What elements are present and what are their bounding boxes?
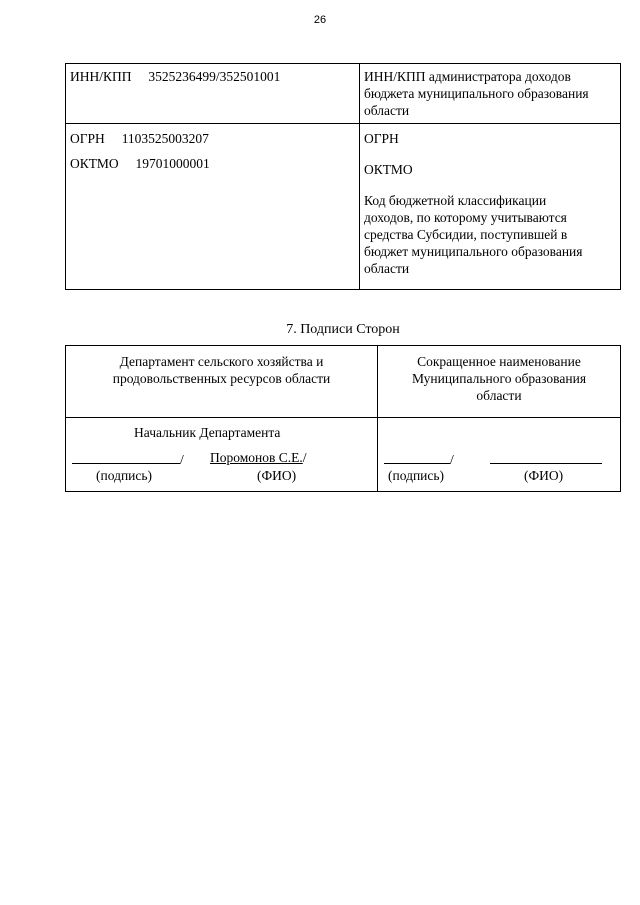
right-signature-slash: / [450, 452, 454, 467]
left-signature-blank [72, 449, 180, 464]
left-oktmo-label: ОКТМО [70, 156, 119, 171]
left-oktmo-value: 19701000001 [135, 156, 210, 171]
left-signature-caption: (подпись) [96, 468, 153, 483]
signatures-body-row [66, 418, 621, 492]
right-inn-line-1: ИНН/КПП администратора доходов [364, 69, 571, 84]
left-inn-cell [66, 64, 360, 124]
left-signature-cell [66, 418, 378, 492]
right-oktmo-label: ОКТМО [364, 162, 413, 177]
left-inn-kpp-value: 3525236499/352501001 [148, 69, 281, 84]
left-name-row [210, 449, 307, 466]
right-party-header-line-2: Муниципального образования [411, 371, 587, 386]
left-party-header [66, 346, 378, 418]
left-ogrn-value: 1103525003207 [121, 131, 209, 146]
page-number: 26 [313, 14, 327, 26]
right-party-header-line-3: области [476, 388, 522, 403]
requisites-row-inn [66, 64, 621, 124]
right-kbk-line-4: бюджет муниципального образования [364, 244, 583, 259]
right-fio-caption: (ФИО) [524, 468, 564, 483]
requisites-table [65, 63, 621, 290]
left-party-header-line-1: Департамент сельского хозяйства и [119, 354, 324, 369]
section-title: 7. Подписи Сторон [286, 322, 400, 337]
left-position-title: Начальник Департамента [134, 425, 281, 440]
right-codes-cell [360, 124, 621, 290]
left-codes-cell [66, 124, 360, 290]
left-signer-name: Поромонов С.Е. [210, 450, 303, 465]
left-party-header-line-2: продовольственных ресурсов области [112, 371, 331, 386]
right-name-row [490, 449, 602, 468]
right-kbk-line-5: области [364, 261, 410, 276]
left-signature-slash: / [180, 452, 184, 467]
signatures-header-row [66, 346, 621, 418]
left-inn-kpp-label: ИНН/КПП [70, 69, 132, 84]
left-fio-caption: (ФИО) [257, 468, 297, 483]
right-kbk-line-3: средства Субсидии, поступившей в [364, 227, 568, 242]
right-signature-caption: (подпись) [388, 468, 445, 483]
right-kbk-line-2: доходов, по которому учитываются [364, 210, 567, 225]
left-signature-line-row [72, 449, 184, 468]
right-inn-cell [360, 64, 621, 124]
right-party-header [378, 346, 621, 418]
right-inn-line-3: области [364, 103, 410, 118]
right-inn-line-2: бюджета муниципального образования [364, 86, 589, 101]
left-ogrn-label: ОГРН [70, 131, 105, 146]
right-ogrn-label: ОГРН [364, 131, 399, 146]
left-name-slash: / [302, 450, 307, 465]
right-name-blank [490, 449, 602, 464]
right-signature-blank [384, 449, 450, 464]
right-signature-line-row [384, 449, 454, 468]
right-party-header-line-1: Сокращенное наименование [417, 354, 581, 369]
right-signature-cell [378, 418, 621, 492]
right-kbk-line-1: Код бюджетной классификации [364, 193, 547, 208]
requisites-row-codes [66, 124, 621, 290]
signatures-table [65, 345, 621, 492]
